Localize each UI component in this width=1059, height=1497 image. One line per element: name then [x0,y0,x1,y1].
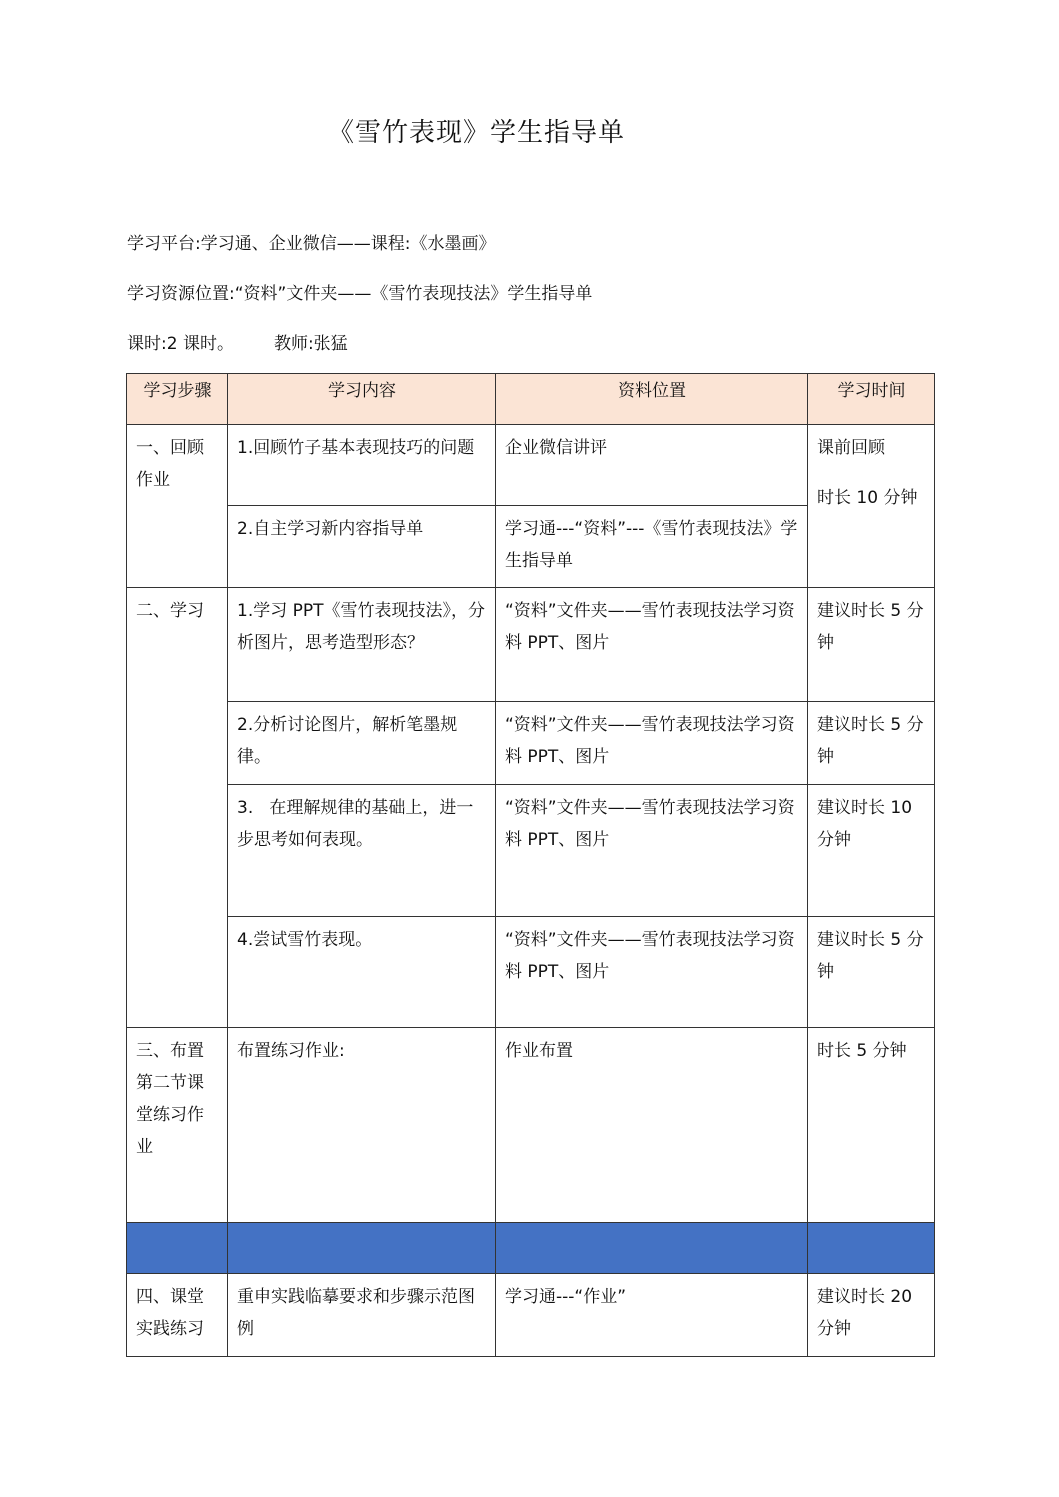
table-row [127,1028,935,1223]
table-row [127,702,935,785]
time-cell: 建议时长 10 分钟 [808,785,935,917]
guide-table [126,373,935,1357]
teacher-text: 教师:张猛 [273,334,348,354]
location-cell: 企业微信讲评 [496,425,808,506]
time-cell: 建议时长 20 分钟 [808,1274,935,1357]
content-cell: 2.自主学习新内容指导单 [228,506,496,588]
hours-text: 课时:2 课时。 [127,334,234,354]
location-cell: 学习通---“作业” [496,1274,808,1357]
location-cell: “资料”文件夹——雪竹表现技法学习资料 PPT、图片 [496,785,808,917]
header-content: 学习内容 [228,374,496,425]
platform-line: 学习平台:学习通、企业微信——课程:《水墨画》 [127,234,496,254]
header-location: 资料位置 [496,374,808,425]
header-time: 学习时间 [808,374,935,425]
table-row [127,588,935,702]
time-cell [808,425,935,588]
content-cell: 4.尝试雪竹表现。 [228,917,496,1028]
location-cell: 作业布置 [496,1028,808,1223]
page-title: 《雪竹表现》学生指导单 [328,118,626,148]
time-cell: 建议时长 5 分钟 [808,917,935,1028]
content-cell: 重申实践临摹要求和步骤示范图例 [228,1274,496,1357]
location-cell: “资料”文件夹——雪竹表现技法学习资料 PPT、图片 [496,702,808,785]
step-cell: 一、回顾作业 [127,425,228,588]
content-cell: 3. 在理解规律的基础上，进一步思考如何表现。 [228,785,496,917]
step-cell: 四、课堂实践练习 [127,1274,228,1357]
divider-cell [127,1223,228,1274]
location-cell: 学习通---“资料”---《雪竹表现技法》学生指导单 [496,506,808,588]
table-row [127,917,935,1028]
divider-cell [496,1223,808,1274]
step-cell: 二、学习 [127,588,228,1028]
hours-teacher-line [127,329,348,354]
header-step: 学习步骤 [127,374,228,425]
divider-cell [808,1223,935,1274]
time-cell: 建议时长 5 分钟 [808,588,935,702]
time-line: 时长 10 分钟 [817,488,918,508]
content-cell: 1.学习 PPT《雪竹表现技法》，分析图片，思考造型形态？ [228,588,496,702]
divider-cell [228,1223,496,1274]
time-line: 课前回顾 [817,438,885,458]
resource-line: 学习资源位置:“资料”文件夹——《雪竹表现技法》学生指导单 [127,284,593,304]
divider-row [127,1223,935,1274]
table-row [127,1274,935,1357]
table-row [127,425,935,506]
table-row [127,785,935,917]
header-row [127,374,935,425]
location-cell: “资料”文件夹——雪竹表现技法学习资料 PPT、图片 [496,588,808,702]
content-cell: 布置练习作业: [228,1028,496,1223]
time-cell: 建议时长 5 分钟 [808,702,935,785]
content-cell: 1.回顾竹子基本表现技巧的问题 [228,425,496,506]
time-cell: 时长 5 分钟 [808,1028,935,1223]
step-cell: 三、布置第二节课堂练习作业 [127,1028,228,1223]
content-cell: 2.分析讨论图片，解析笔墨规律。 [228,702,496,785]
location-cell: “资料”文件夹——雪竹表现技法学习资料 PPT、图片 [496,917,808,1028]
